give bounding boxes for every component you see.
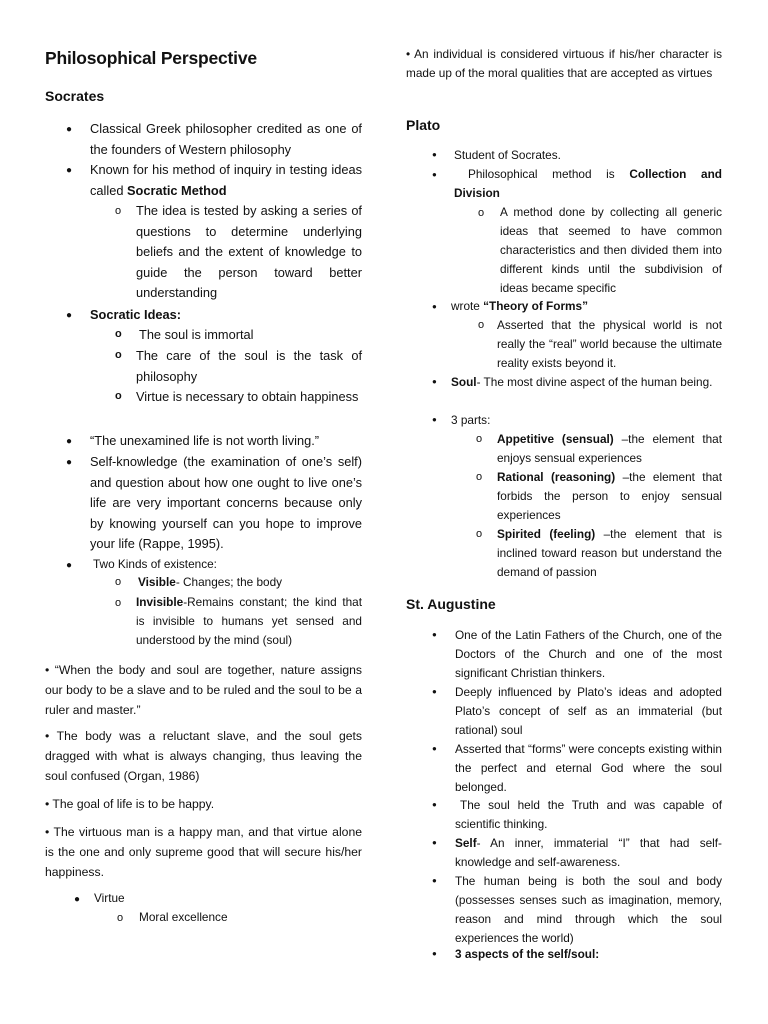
bullet-dot: ● bbox=[66, 165, 73, 176]
augustine-bullet-6: The human being is both the soul and body (possesses senses such as imagination, memory, reason and mind through which the soul experiences the world) bbox=[455, 874, 722, 945]
bullet-dot: ● bbox=[432, 744, 437, 753]
sub-bullet-marker: o bbox=[478, 207, 485, 219]
plato-bullet-3: wrote “Theory of Forms” bbox=[451, 299, 588, 313]
heading-st-augustine: St. Augustine bbox=[406, 596, 496, 612]
bullet-dot: ● bbox=[432, 377, 437, 386]
bullet-dot: ● bbox=[66, 457, 73, 468]
heading-plato: Plato bbox=[406, 117, 441, 133]
plato-soul: Soul- The most divine aspect of the human being. bbox=[451, 375, 713, 389]
bullet-dot: ● bbox=[74, 894, 81, 905]
sub-bullet-marker: o bbox=[115, 597, 122, 609]
three-aspects-heading: 3 aspects of the self/soul: bbox=[455, 947, 600, 961]
bullet-dot: ● bbox=[432, 800, 437, 809]
bullet-dot: ● bbox=[432, 302, 437, 311]
reluctant-slave-text: • The body was a reluctant slave, and the soul gets dragged with what is always changing, thus leaving the soul confused (Organ, 1986) bbox=[45, 729, 362, 783]
virtue-item: Virtue bbox=[94, 891, 125, 905]
sub-bullet-marker: o bbox=[476, 471, 483, 483]
collection-division-desc: A method done by collecting all generic ideas that seemed to have common characteristics and then divided them into different kinds until the subdivision of ideas became specific bbox=[500, 205, 722, 295]
self-knowledge-text: Self-knowledge (the examination of one’s self) and question about how one ought to live one’s life are very important concerns because only by knowing yourself can you hope to improve your life (Rappe, 1995). bbox=[90, 454, 362, 551]
bullet-dot: ● bbox=[432, 838, 437, 847]
virtuous-definition: • An individual is considered virtuous if his/her character is made up of the moral qualities that are accepted as virtues bbox=[406, 47, 722, 80]
bullet-dot: ● bbox=[432, 949, 437, 958]
sub-bullet-marker: o bbox=[476, 528, 483, 540]
bullet-dot: ● bbox=[432, 630, 437, 639]
two-kinds-heading: Two Kinds of existence: bbox=[93, 557, 217, 571]
virtue-definition: Moral excellence bbox=[139, 910, 228, 924]
socrates-quote: “The unexamined life is not worth living.” bbox=[90, 433, 320, 448]
bullet-dot: ● bbox=[66, 436, 73, 447]
plato-bullet-2: Philosophical method is Collection and Division bbox=[454, 167, 722, 200]
bullet-dot: ● bbox=[432, 876, 437, 885]
part-appetitive: Appetitive (sensual) –the element that enjoys sensual experiences bbox=[497, 432, 722, 465]
socratic-idea-1: The soul is immortal bbox=[139, 327, 254, 342]
socratic-ideas-heading: Socratic Ideas: bbox=[90, 307, 182, 322]
sub-bullet-marker: o bbox=[115, 576, 122, 588]
sub-bullet-marker: o bbox=[115, 349, 122, 361]
theory-of-forms-desc: Asserted that the physical world is not really the “real” world because the ultimate reality exists beyond it. bbox=[497, 318, 722, 370]
sub-bullet-marker: o bbox=[117, 912, 124, 924]
augustine-bullet-3: Asserted that “forms” were concepts existing within the perfect and eternal God where the soul belonged. bbox=[455, 742, 722, 794]
part-rational: Rational (reasoning) –the element that forbids the person to enjoy sensual experiences bbox=[497, 470, 722, 522]
goal-of-life-text: • The goal of life is to be happy. bbox=[45, 797, 215, 811]
sub-bullet-marker: o bbox=[115, 205, 122, 217]
bullet-dot: ● bbox=[432, 415, 437, 424]
part-spirited: Spirited (feeling) –the element that is inclined toward reason but understand the demand of passion bbox=[497, 527, 722, 579]
three-parts-heading: 3 parts: bbox=[451, 413, 491, 427]
augustine-bullet-2: Deeply influenced by Plato’s ideas and adopted Plato’s concept of self as an immaterial (but rational) soul bbox=[455, 685, 722, 737]
sub-bullet-marker: o bbox=[115, 390, 122, 402]
sub-bullet-marker: o bbox=[476, 433, 483, 445]
sub-bullet-marker: o bbox=[115, 328, 122, 340]
sub-bullet-marker: o bbox=[478, 319, 485, 331]
socratic-idea-3: Virtue is necessary to obtain happiness bbox=[136, 389, 359, 404]
plato-bullet-1: Student of Socrates. bbox=[454, 148, 561, 162]
augustine-bullet-4: The soul held the Truth and was capable of scientific thinking. bbox=[455, 798, 722, 831]
bullet-dot: ● bbox=[66, 560, 73, 571]
bullet-dot: ● bbox=[432, 687, 437, 696]
bullet-dot: ● bbox=[66, 310, 73, 321]
existence-visible: Visible- Changes; the body bbox=[138, 575, 283, 589]
socratic-method-term: Socratic Method bbox=[127, 182, 227, 198]
virtuous-man-text: • The virtuous man is a happy man, and that virtue alone is the one and only supreme good that will secure his/her happiness. bbox=[45, 825, 362, 879]
bullet-dot: ● bbox=[432, 170, 437, 179]
heading-socrates: Socrates bbox=[45, 88, 105, 104]
body-soul-quote: • “When the body and soul are together, nature assigns our body to be a slave and to be ruled and the soul to be a ruler and master.” bbox=[45, 663, 362, 717]
bullet-dot: ● bbox=[66, 124, 73, 135]
augustine-bullet-1: One of the Latin Fathers of the Church, one of the Doctors of the Church and one of the most significant Christian thinkers. bbox=[455, 628, 722, 680]
existence-invisible: Invisible-Remains constant; the kind that is invisible to humans yet sensed and understood by the mind (soul) bbox=[136, 595, 362, 647]
socrates-bullet-2: Known for his method of inquiry in testing ideas called Socratic Method bbox=[90, 162, 362, 198]
augustine-self: Self- An inner, immaterial “I” that had self-knowledge and self-awareness. bbox=[455, 836, 722, 869]
page-title: Philosophical Perspective bbox=[45, 48, 257, 68]
socratic-method-desc: The idea is tested by asking a series of questions to determine underlying beliefs and the extent of knowledge to guide the person toward better understanding bbox=[136, 203, 362, 300]
socrates-bullet-1: Classical Greek philosopher credited as one of the founders of Western philosophy bbox=[90, 121, 362, 157]
socratic-idea-2: The care of the soul is the task of philosophy bbox=[136, 348, 362, 384]
bullet-dot: ● bbox=[432, 150, 437, 159]
